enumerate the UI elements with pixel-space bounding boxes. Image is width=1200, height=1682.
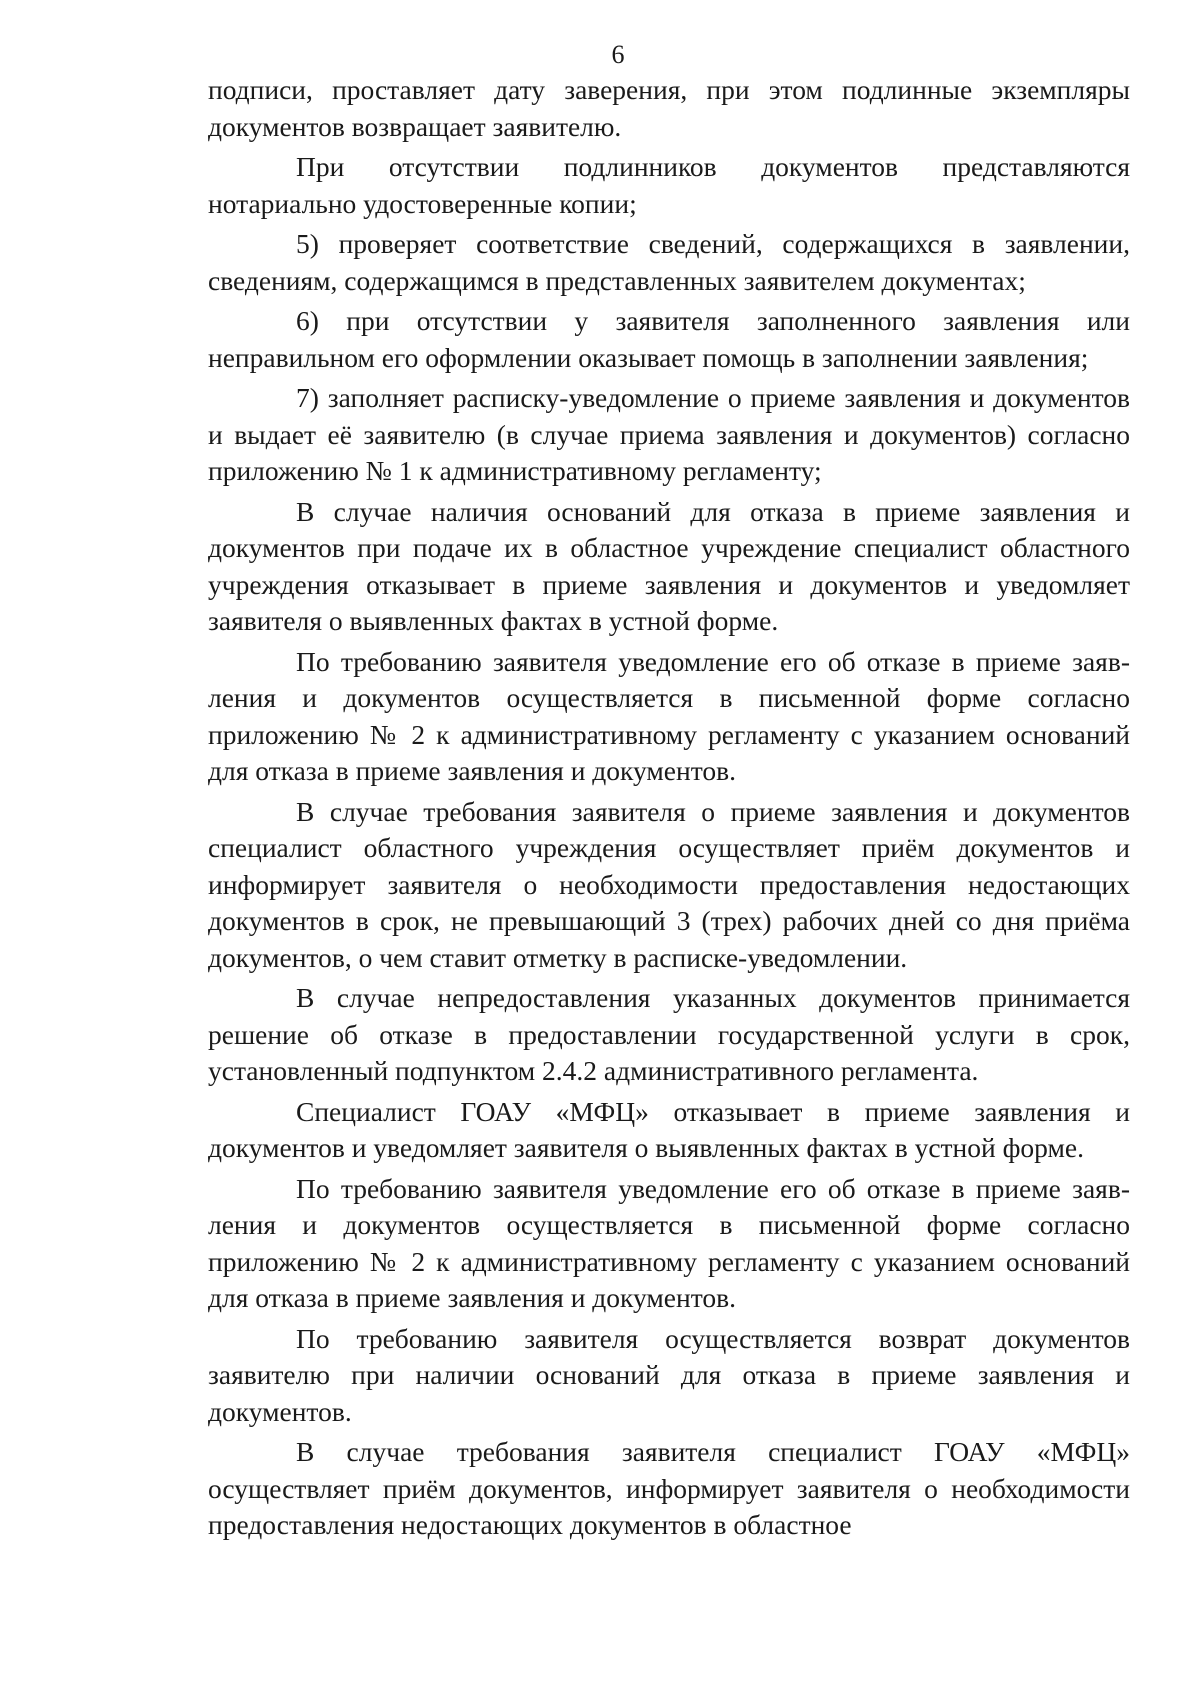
paragraph: 6) при отсутствии у заявителя заполненного заявления или неправильном его оформлении оказывает помощь в заполнении заявления; (208, 305, 1130, 373)
document-body (208, 72, 1130, 1548)
paragraph: 5) проверяет соответствие сведений, содержащихся в заявлении, сведениям, содержащимся в представленных заявителем документах; (208, 228, 1130, 296)
paragraph: подписи, проставляет дату заверения, при этом подлинные экземпляры документов возвращает заявителю. (208, 74, 1130, 142)
page-number: 6 (611, 40, 625, 69)
paragraph: По требованию заявителя осуществляется возврат документов заявителю при наличии оснований для отказа в приеме заявления и документов. (208, 1322, 1130, 1427)
paragraph: В случае непредоставления указанных документов принимается решение об отказе в предоставлении государственной услуги в срок, установленный подпунктом 2.4.2 административного регламента. (208, 982, 1130, 1086)
paragraph: Специалист ГОАУ «МФЦ» отказывает в приеме заявления и документов и уведомляет заявителя о выявленных фактах в устной форме. (208, 1095, 1130, 1163)
paragraph: По требованию заявителя уведомление его об отказе в приеме заявления и документов осуществляется в письменной форме согласно приложению № 2 к административному регламенту с указанием оснований для отказа в приеме заявления и документов. (208, 1172, 1130, 1313)
paragraph: При отсутствии подлинников документов представляются нотариально удостоверенные копии; (208, 151, 1130, 219)
paragraph: В случае требования заявителя специалист ГОАУ «МФЦ» осуществляет приём документов, информирует заявителя о необходимости предоставления недостающих документов в областное (208, 1436, 1130, 1540)
paragraph: В случае наличия оснований для отказа в приеме заявления и документов при подаче их в областное учреждение специалист областного учреждения отказывает в приеме заявления и документов и уведомляет заявителя о выявленных фактах в устной форме. (208, 495, 1130, 636)
paragraph: В случае требования заявителя о приеме заявления и документов специалист областного учреждения осуществляет приём документов и информирует заявителя о необходимости предоставления недостающих документов в срок, не превышающий 3 (трех) рабочих дней со дня приёма документов, о чем ставит отметку в расписке-уведомлении. (208, 795, 1130, 973)
paragraph: 7) заполняет расписку-уведомление о приеме заявления и документов и выдает её заявителю (в случае приема заявления и документов) согласно приложению № 1 к административному регламенту; (208, 382, 1130, 486)
paragraph: По требованию заявителя уведомление его об отказе в приеме заявления и документов осуществляется в письменной форме согласно приложению № 2 к административному регламенту с указанием оснований для отказа в приеме заявления и документов. (208, 645, 1130, 786)
